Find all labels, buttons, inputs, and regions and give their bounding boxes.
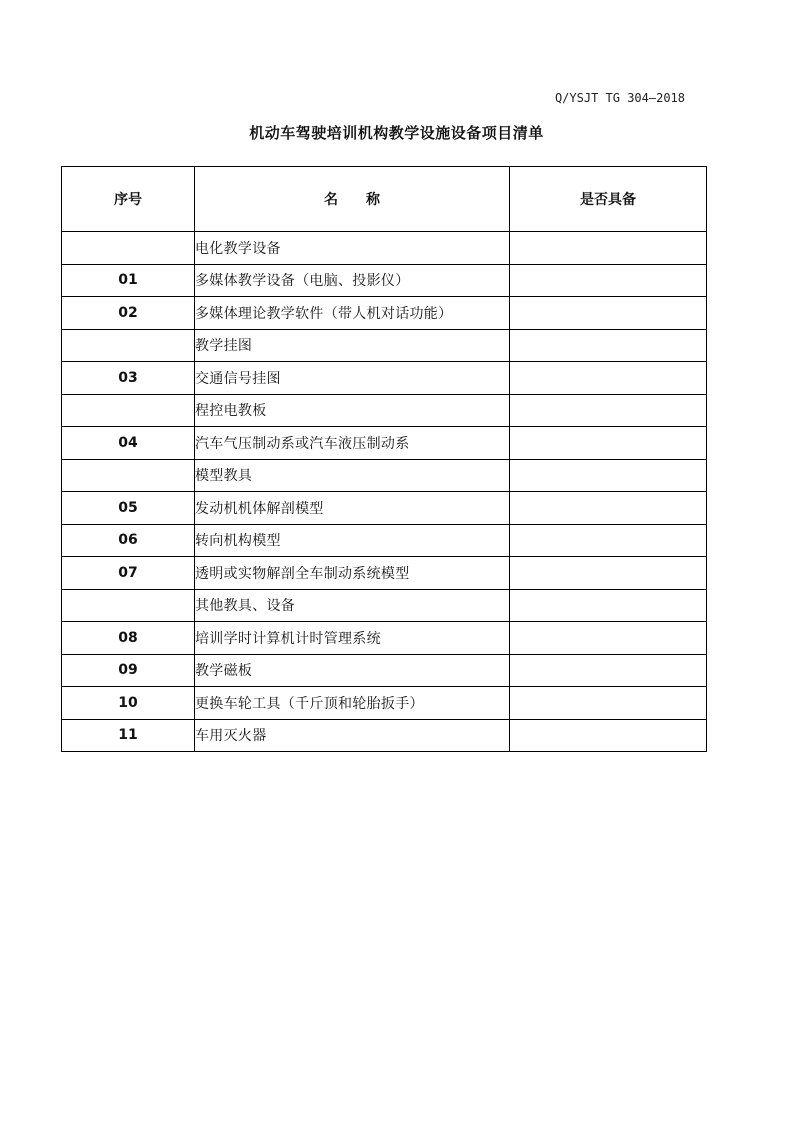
row-available-cell[interactable]	[510, 329, 707, 362]
row-number: 05	[62, 492, 195, 525]
table-row	[62, 232, 707, 265]
row-number	[62, 232, 195, 265]
table-row	[62, 687, 707, 720]
row-available-cell[interactable]	[510, 622, 707, 655]
row-number: 06	[62, 524, 195, 557]
row-available-cell[interactable]	[510, 362, 707, 395]
row-name: 教学挂图	[195, 329, 510, 362]
row-available-cell[interactable]	[510, 232, 707, 265]
row-available-cell[interactable]	[510, 297, 707, 330]
table-row	[62, 719, 707, 752]
table-header-row	[62, 167, 707, 232]
row-name: 汽车气压制动系或汽车液压制动系	[195, 427, 510, 460]
row-number: 02	[62, 297, 195, 330]
row-available-cell[interactable]	[510, 719, 707, 752]
table-row	[62, 524, 707, 557]
row-name: 车用灭火器	[195, 719, 510, 752]
row-number: 01	[62, 264, 195, 297]
table-row	[62, 622, 707, 655]
row-name: 转向机构模型	[195, 524, 510, 557]
table-row	[62, 264, 707, 297]
table-row	[62, 297, 707, 330]
row-available-cell[interactable]	[510, 459, 707, 492]
row-available-cell[interactable]	[510, 524, 707, 557]
table-row	[62, 394, 707, 427]
row-name: 程控电教板	[195, 394, 510, 427]
row-number: 11	[62, 719, 195, 752]
row-name: 其他教具、设备	[195, 589, 510, 622]
row-name: 透明或实物解剖全车制动系统模型	[195, 557, 510, 590]
row-number: 04	[62, 427, 195, 460]
document-title: 机动车驾驶培训机构教学设施设备项目清单	[249, 124, 544, 142]
row-available-cell[interactable]	[510, 427, 707, 460]
table-row	[62, 492, 707, 525]
equipment-checklist-table	[61, 166, 707, 752]
row-number: 08	[62, 622, 195, 655]
table-row	[62, 459, 707, 492]
column-header-available: 是否具备	[510, 167, 707, 232]
row-name: 教学磁板	[195, 654, 510, 687]
row-available-cell[interactable]	[510, 654, 707, 687]
row-name: 多媒体理论教学软件（带人机对话功能）	[195, 297, 510, 330]
row-name: 多媒体教学设备（电脑、投影仪）	[195, 264, 510, 297]
table-row	[62, 589, 707, 622]
row-name: 更换车轮工具（千斤顶和轮胎扳手）	[195, 687, 510, 720]
row-number: 07	[62, 557, 195, 590]
row-number: 03	[62, 362, 195, 395]
table-row	[62, 557, 707, 590]
table-row	[62, 362, 707, 395]
table-row	[62, 427, 707, 460]
row-available-cell[interactable]	[510, 687, 707, 720]
row-number: 09	[62, 654, 195, 687]
column-header-number: 序号	[62, 167, 195, 232]
row-name: 交通信号挂图	[195, 362, 510, 395]
row-available-cell[interactable]	[510, 589, 707, 622]
row-number	[62, 589, 195, 622]
table-row	[62, 654, 707, 687]
row-number: 10	[62, 687, 195, 720]
row-number	[62, 329, 195, 362]
standard-code: Q/YSJT TG 304—2018	[554, 91, 685, 105]
row-available-cell[interactable]	[510, 264, 707, 297]
row-name: 发动机机体解剖模型	[195, 492, 510, 525]
row-name: 电化教学设备	[195, 232, 510, 265]
row-number	[62, 459, 195, 492]
row-available-cell[interactable]	[510, 492, 707, 525]
row-available-cell[interactable]	[510, 557, 707, 590]
row-number	[62, 394, 195, 427]
row-available-cell[interactable]	[510, 394, 707, 427]
column-header-name: 名 称	[195, 167, 510, 232]
row-name: 培训学时计算机计时管理系统	[195, 622, 510, 655]
row-name: 模型教具	[195, 459, 510, 492]
table-row	[62, 329, 707, 362]
